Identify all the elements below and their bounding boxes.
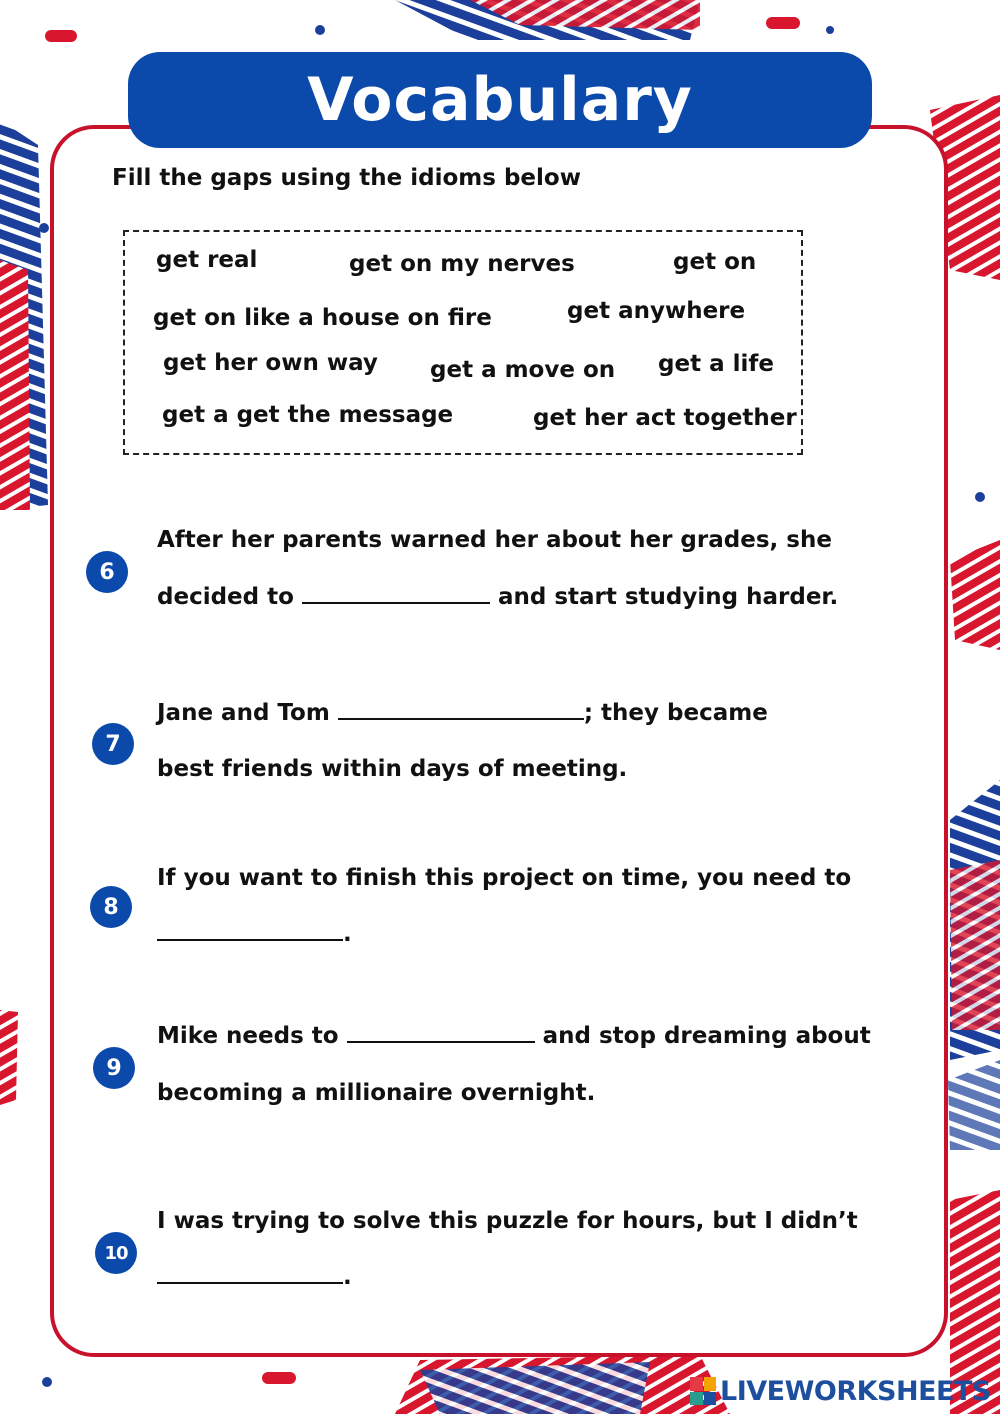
question-text: . <box>157 921 352 947</box>
word-bank-item: get her own way <box>163 350 378 376</box>
word-bank-item: get on <box>673 249 757 275</box>
answer-blank[interactable] <box>302 584 490 604</box>
bottom-building-sketch <box>395 1355 730 1414</box>
page-title: Vocabulary <box>307 65 693 135</box>
left-post-sketch <box>0 1010 18 1105</box>
answer-blank[interactable] <box>338 700 584 720</box>
word-bank-item: get on my nerves <box>349 251 575 277</box>
word-bank-item: get a get the message <box>162 402 454 428</box>
word-bank-item: get a move on <box>430 357 616 383</box>
title-banner <box>128 52 872 148</box>
question-text: Mike needs to and stop dreaming about <box>157 1023 871 1049</box>
question-text: I was trying to solve this puzzle for hours, but I didn’t <box>157 1208 858 1234</box>
question-text: If you want to finish this project on time, you need to <box>157 865 852 891</box>
question-text: becoming a millionaire overnight. <box>157 1080 596 1106</box>
brand-name: LIVEWORKSHEETS <box>720 1375 991 1407</box>
word-bank-item: get on like a house on fire <box>153 305 492 331</box>
liveworksheets-logo[interactable] <box>690 1374 991 1408</box>
instructions-text: Fill the gaps using the idioms below <box>112 165 581 191</box>
question-number-badge: 10 <box>95 1232 137 1274</box>
question-text: best friends within days of meeting. <box>157 756 628 782</box>
word-bank-item: get anywhere <box>567 298 746 324</box>
question-text: . <box>157 1264 352 1290</box>
top-building-sketch <box>395 0 700 40</box>
answer-blank[interactable] <box>347 1023 535 1043</box>
question-text: decided to and start studying harder. <box>157 584 839 610</box>
liveworksheets-logo-icon <box>690 1377 716 1405</box>
word-bank-box <box>123 230 803 455</box>
word-bank-item: get real <box>156 247 258 273</box>
question-number-badge: 8 <box>90 886 132 928</box>
word-bank-item: get her act together <box>533 405 797 431</box>
question-number-badge: 6 <box>86 551 128 593</box>
question-number-badge: 9 <box>93 1047 135 1089</box>
question-text: After her parents warned her about her grades, she <box>157 527 832 553</box>
left-building-sketch <box>0 120 48 510</box>
word-bank-item: get a life <box>658 351 774 377</box>
answer-blank[interactable] <box>157 1264 343 1284</box>
question-number-badge: 7 <box>92 723 134 765</box>
answer-blank[interactable] <box>157 921 343 941</box>
question-text: Jane and Tom ; they became <box>157 700 768 726</box>
